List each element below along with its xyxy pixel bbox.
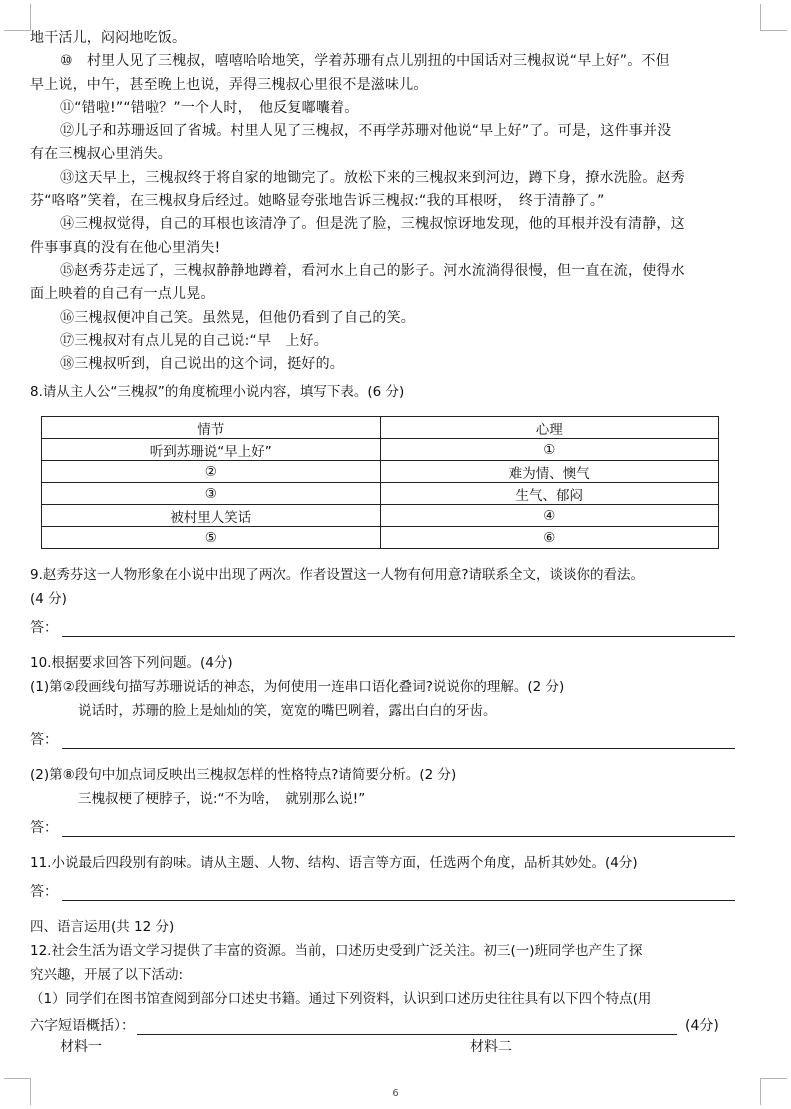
- answer-line[interactable]: [62, 884, 735, 901]
- table-row: [42, 483, 719, 505]
- answer-label: 答：: [30, 884, 58, 901]
- plot-cell: ⑤: [42, 527, 381, 549]
- q10-1-answer[interactable]: [30, 725, 738, 749]
- q9-answer[interactable]: [30, 613, 738, 637]
- answer-line[interactable]: [62, 732, 735, 749]
- q12-sub1-fill: [30, 1011, 738, 1035]
- exam-page: [30, 27, 738, 1059]
- story-line: 面上映着的自己有一点儿晃。: [30, 286, 215, 303]
- story-line: 早上说，中午，甚至晚上也说，弄得三槐叔心里很不是滋味儿。: [30, 76, 428, 93]
- crop-mark-top-left: [4, 4, 31, 31]
- q12-sub1-line1: （1）同学们在图书馆查阅到部分口述史书籍。通过下列资料，认识到口述历史往往具有以下四个特点(用: [30, 991, 652, 1008]
- story-line: ⑩ 村里人见了三槐叔，嘻嘻哈哈地笑，学着苏珊有点儿别扭的中国话对三槐叔说“早上好”。不但: [60, 53, 670, 70]
- plot-cell: ③: [42, 483, 381, 505]
- table-header-cell: 情节: [42, 417, 381, 439]
- q12-answer-line[interactable]: [137, 1018, 677, 1035]
- q10-2-answer[interactable]: [30, 813, 738, 837]
- emotion-cell: ④: [380, 505, 719, 527]
- q10-sub1: (1)第②段画线句描写苏珊说话的神态，为何使用一连串口语化叠词?说说你的理解。(2 分): [30, 679, 565, 696]
- q8-title: 8.请从主人公“三槐叔”的角度梳理小说内容，填写下表。(6 分): [30, 384, 405, 401]
- story-passage: [30, 27, 738, 376]
- table-header-row: [42, 417, 719, 439]
- emotion-cell: ①: [380, 439, 719, 461]
- q12-sub1-prefix: 六字短语概括）：: [30, 1018, 135, 1035]
- answer-line[interactable]: [62, 820, 735, 837]
- answer-line[interactable]: [62, 620, 735, 637]
- answer-label: 答：: [30, 732, 58, 749]
- material-2-label: 材料二: [470, 1039, 512, 1056]
- section4-title: 四、语言运用(共 12 分): [30, 919, 175, 936]
- answer-label: 答：: [30, 620, 58, 637]
- q10-sub2: (2)第⑧段句中加点词反映出三槐叔怎样的性格特点?请简要分析。(2 分): [30, 767, 457, 784]
- q8-table: [41, 416, 719, 549]
- emotion-cell: 生气、郁闷: [380, 483, 719, 505]
- crop-mark-top-right: [760, 4, 787, 31]
- table-row: [42, 439, 719, 461]
- table-row: [42, 527, 719, 549]
- page-number: 6: [392, 1088, 399, 1099]
- table-header-cell: 心理: [380, 417, 719, 439]
- q10-quote1: 说话时，苏珊的脸上是灿灿的笑，宽宽的嘴巴咧着，露出白白的牙齿。: [78, 703, 497, 720]
- emotion-cell: ⑥: [380, 527, 719, 549]
- q11-title: 11.小说最后四段别有韵味。请从主题、人物、结构、语言等方面，任选两个角度，品析其妙处。(4分): [30, 855, 638, 872]
- q12-line2: 究兴趣，开展了以下活动:: [30, 967, 184, 984]
- materials-row: [30, 1035, 738, 1059]
- story-line: ⑫儿子和苏珊返回了省城。村里人见了三槐叔，不再学苏珊对他说“早上好”了。可是，这件事并没: [60, 123, 672, 140]
- q11-answer[interactable]: [30, 877, 738, 901]
- story-line: ⑱三槐叔听到，自己说出的这个词，挺好的。: [60, 356, 344, 373]
- story-line: ⑬这天早上，三槐叔终于将自家的地锄完了。放松下来的三槐叔来到河边，蹲下身，撩水洗脸。赵秀: [60, 169, 685, 186]
- q9-line1: 9.赵秀芬这一人物形象在小说中出现了两次。作者设置这一人物有何用意?请联系全文，谈谈你的看法。: [30, 567, 645, 584]
- story-line: ⑯三槐叔便冲自己笑。虽然晃，但他仍看到了自己的笑。: [60, 309, 415, 326]
- story-line: 件事事真的没有在他心里消失!: [30, 239, 221, 256]
- story-line: 有在三槐叔心里消失。: [30, 146, 172, 163]
- story-line: ⑪“错啦!”“错啦？”一个人时， 他反复嘟囔着。: [60, 99, 359, 116]
- q9-line2: (4 分): [30, 591, 67, 608]
- story-line: 芬“咯咯”笑着，在三槐叔身后经过。她略显夸张地告诉三槐叔:“我的耳根呀， 终于清静了。”: [30, 193, 605, 210]
- q10-quote2: 三槐叔梗了梗脖子，说:“不为啥， 就别那么说!”: [78, 791, 366, 808]
- plot-cell: 听到苏珊说“早上好”: [42, 439, 381, 461]
- table-row: [42, 505, 719, 527]
- q10-title: 10.根据要求回答下列问题。(4分): [30, 655, 233, 672]
- q12-line1: 12.社会生活为语文学习提供了丰富的资源。当前，口述历史受到广泛关注。初三(一)班同学也产生了探: [30, 943, 643, 960]
- story-line: 地干活儿，闷闷地吃饭。: [30, 30, 187, 46]
- plot-cell: ②: [42, 461, 381, 483]
- plot-cell: 被村里人笑话: [42, 505, 381, 527]
- q12-sub1-score: (4分): [685, 1018, 719, 1035]
- answer-label: 答：: [30, 820, 58, 837]
- story-line: ⑰三槐叔对有点儿晃的自己说:“早 上好。: [60, 332, 328, 349]
- table-row: [42, 461, 719, 483]
- story-line: ⑮赵秀芬走远了，三槐叔静静地蹲着，看河水上自己的影子。河水流淌得很慢，但一直在流，使得水: [60, 262, 685, 279]
- story-line: ⑭三槐叔觉得，自己的耳根也该清净了。但是洗了脸，三槐叔惊讶地发现，他的耳根并没有清静，这: [60, 216, 685, 233]
- emotion-cell: 难为情、懊气: [380, 461, 719, 483]
- material-1-label: 材料一: [60, 1039, 102, 1056]
